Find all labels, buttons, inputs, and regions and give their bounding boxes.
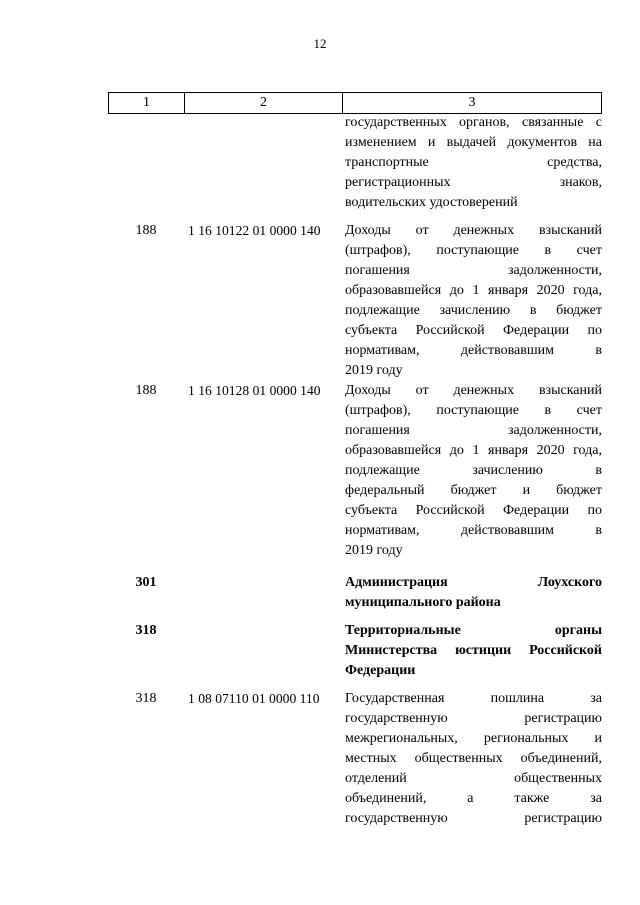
description-word: бюджет [450,483,497,498]
description-word: регистрационных [345,175,451,190]
description-word: счет [576,243,602,258]
description-line [345,461,602,481]
description-word: в [544,243,552,258]
description-word: задолженности, [507,263,602,278]
description-word: объединений, [345,791,427,806]
row-spacer [108,613,602,621]
description-line: субъекта Российской Федерации по [345,503,602,518]
description-line: водительских удостоверений [345,195,518,210]
row-kbk-cell: 1 16 10128 01 0000 140 [188,383,321,398]
description-line: подлежащие зачислению в бюджет [345,303,602,318]
description-line [345,173,602,193]
description-line [345,769,602,789]
description-line: изменением и выдачей документов на [345,135,602,150]
description-word: общественных [514,771,602,786]
description-word: погашения [345,423,410,438]
row-code-cell: 318 [135,623,157,638]
description-word: также [514,791,550,806]
description-line [345,573,602,593]
description-word: органы [554,623,602,638]
description-word: Государственная [345,691,445,706]
table-row [108,621,602,681]
description-line [345,153,602,173]
row-spacer [108,561,602,573]
description-word: знаков, [559,175,602,190]
description-line [345,709,602,729]
description-word: федеральный [345,483,425,498]
description-word: от [415,223,429,238]
row-description-cell [342,573,602,613]
header-col-2: 2 [185,93,343,113]
description-line: 2019 году [345,363,403,378]
description-line [345,381,602,401]
row-description-cell [342,113,602,213]
description-word: регистрацию [524,811,602,826]
description-line: 2019 году [345,543,403,558]
description-word: и [522,483,531,498]
row-description-cell [342,689,602,829]
description-line [345,401,602,421]
row-spacer [108,681,602,689]
description-line [345,689,602,709]
description-line [345,481,602,501]
description-line: Министерства юстиции Российской [345,643,602,658]
description-word: зачислению [472,463,543,478]
row-spacer [108,213,602,221]
description-word: а [467,791,474,806]
row-kbk-cell: 1 16 10122 01 0000 140 [188,223,321,238]
description-word: поступающие [436,403,519,418]
row-description-cell [342,221,602,381]
description-line [345,241,602,261]
description-word: пошлина [490,691,545,706]
table-row [108,689,602,829]
description-line [345,261,602,281]
row-code-cell: 318 [135,691,157,706]
description-word: задолженности, [507,423,602,438]
description-word: погашения [345,263,410,278]
header-col-3: 3 [468,95,476,110]
description-word: за [590,791,602,806]
description-word: государственную [345,811,448,826]
row-description-cell [342,381,602,561]
description-word: взысканий [538,383,602,398]
description-line [345,221,602,241]
description-line [345,521,602,541]
description-line: образовавшейся до 1 января 2020 года, [345,443,602,458]
row-description-cell [342,621,602,681]
description-word: поступающие [436,243,519,258]
description-word: Территориальные [345,623,461,638]
description-word: государственную [345,711,448,726]
description-word: действовавшим [460,343,554,358]
description-word: регистрацию [524,711,602,726]
header-col-1: 1 [109,93,185,113]
table-row [108,113,602,213]
row-kbk-cell [184,113,342,213]
description-word: (штрафов), [345,243,411,258]
description-word: нормативам, [345,343,420,358]
table-row [108,381,602,561]
description-word: счет [576,403,602,418]
description-word: Доходы [345,223,391,238]
description-line [345,789,602,809]
table-header [108,92,602,114]
description-word: действовавшим [460,523,554,538]
page-number: 12 [313,36,327,51]
description-line: государственных органов, связанные с [345,115,602,130]
description-word: денежных [453,223,515,238]
description-word: Лоухского [537,575,602,590]
description-word: бюджет [556,483,602,498]
table-row [108,573,602,613]
row-code-cell [108,113,184,213]
description-word: за [590,691,602,706]
description-line: местных общественных объединений, [345,751,602,766]
description-word: нормативам, [345,523,420,538]
description-word: отделений [345,771,407,786]
description-line [345,341,602,361]
description-line: субъекта Российской Федерации по [345,323,602,338]
row-kbk-cell: 1 08 07110 01 0000 110 [188,691,320,706]
description-line: муниципального района [345,595,501,610]
description-line: образовавшейся до 1 января 2020 года, [345,283,602,298]
description-word: взысканий [538,223,602,238]
description-word: в [544,403,552,418]
row-kbk-cell [184,621,342,681]
row-code-cell: 188 [135,223,157,238]
description-word: Администрация [345,575,448,590]
row-kbk-cell [184,573,342,613]
description-line: межрегиональных, региональных и [345,731,602,746]
description-word: подлежащие [345,463,420,478]
description-word: транспортные [345,155,429,170]
row-code-cell: 188 [135,383,157,398]
table-row [108,221,602,381]
description-word: средства, [547,155,602,170]
description-word: денежных [453,383,515,398]
description-word: Доходы [345,383,391,398]
description-line: Федерации [345,663,416,678]
description-line [345,809,602,829]
description-line [345,621,602,641]
description-word: в [595,523,602,538]
description-word: (штрафов), [345,403,411,418]
row-code-cell: 301 [135,575,157,590]
description-word: в [595,463,602,478]
description-word: от [415,383,429,398]
description-word: в [595,343,602,358]
description-line [345,421,602,441]
table-body [108,113,602,829]
